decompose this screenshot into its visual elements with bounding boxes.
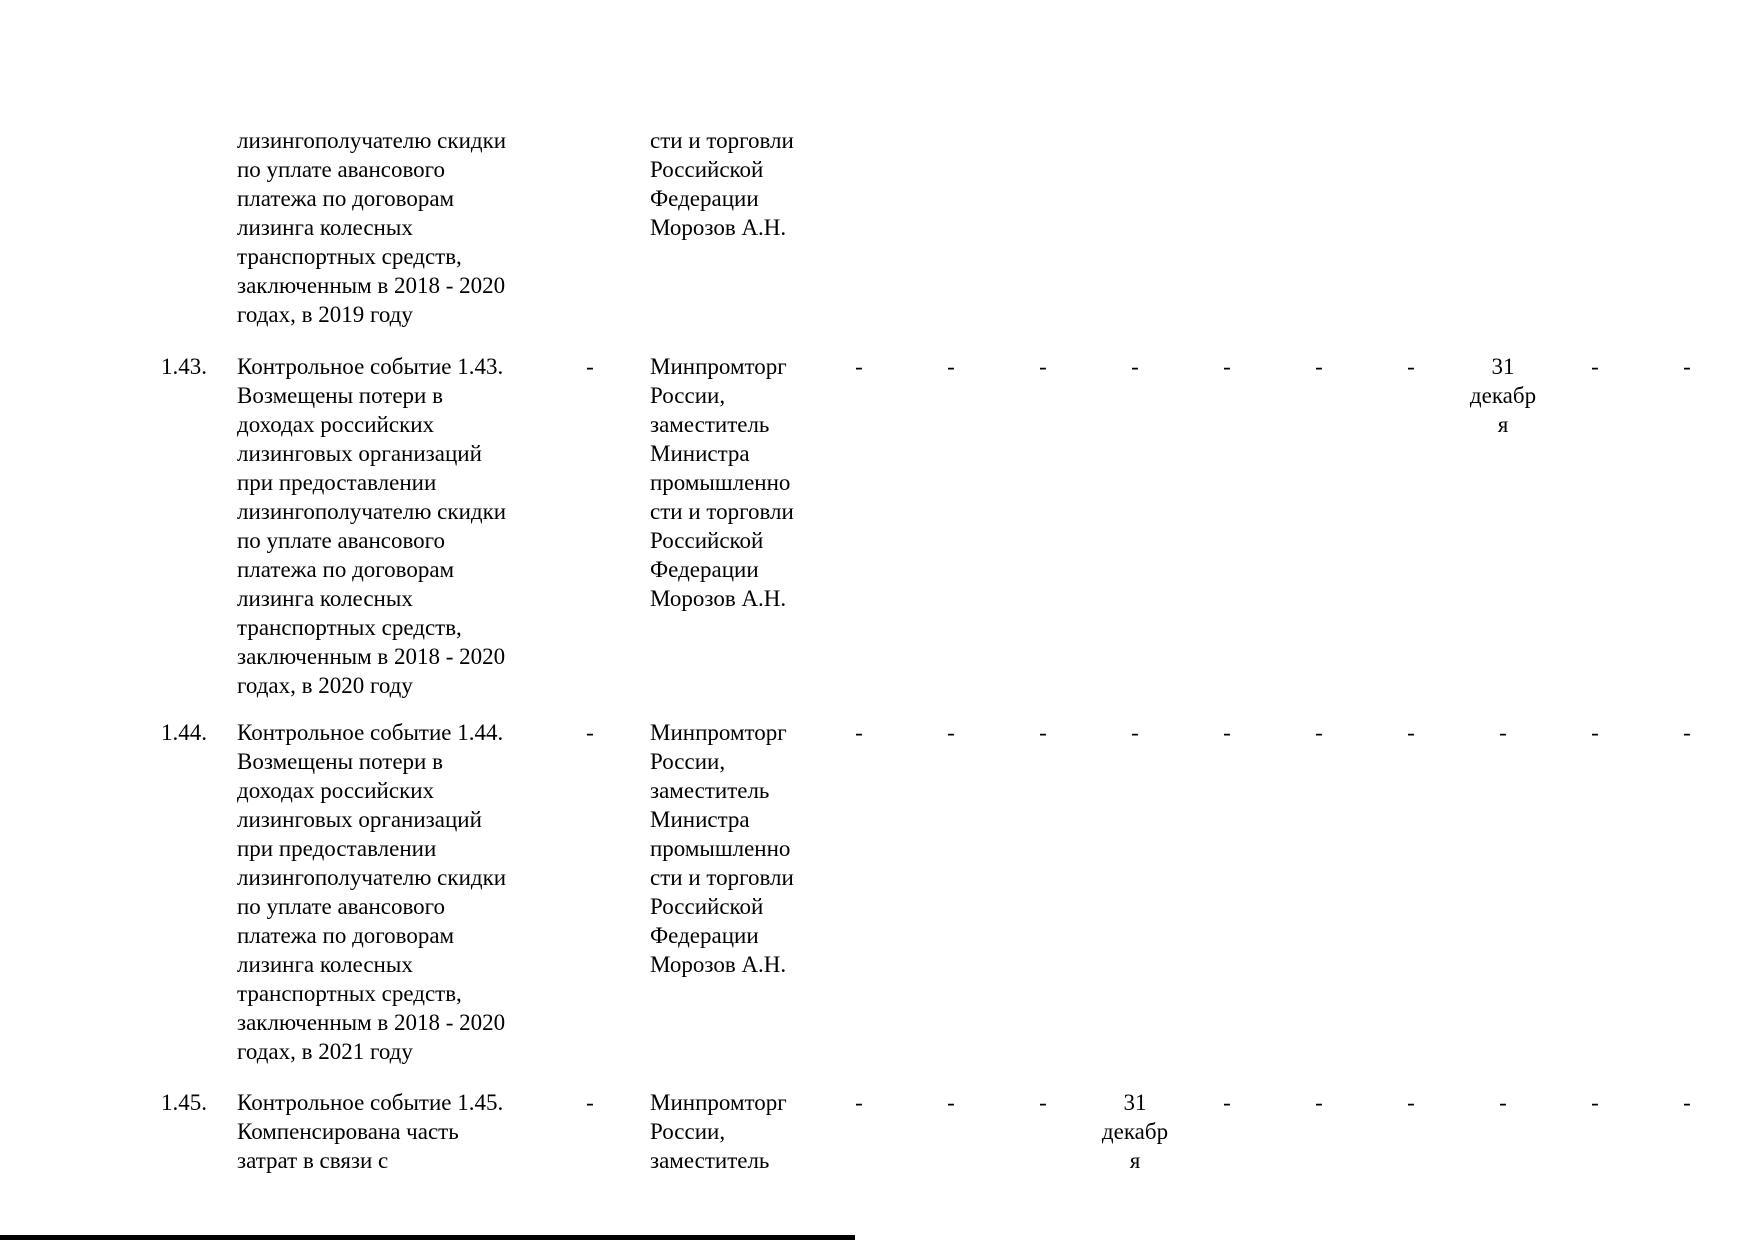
value-cell (813, 352, 905, 381)
value-cell (997, 1088, 1089, 1117)
event-line: Компенсирована часть (237, 1119, 459, 1144)
event-line: по уплате авансового (237, 528, 446, 553)
value-line: - (1223, 1090, 1231, 1115)
dash-marker-text: - (586, 720, 594, 745)
event-line: Контрольное событие 1.45. (237, 1090, 504, 1115)
value-line: 31 (1491, 354, 1515, 379)
responsible-line: сти и торговли (650, 865, 794, 890)
page-break-line (0, 1235, 855, 1240)
value-line: - (1683, 720, 1691, 745)
value-cell (1273, 718, 1365, 747)
event-line: затрат в связи с (237, 1148, 389, 1173)
value-line: - (947, 354, 955, 379)
value-cell (1365, 1088, 1457, 1117)
value-line: - (855, 720, 863, 745)
value-line: - (1039, 1090, 1047, 1115)
value-line: - (1039, 354, 1047, 379)
event-line: Возмещены потери в (237, 383, 443, 408)
responsible-line: Минпромторг (650, 1090, 787, 1115)
value-line: я (1497, 412, 1509, 437)
responsible-line: сти и торговли (650, 128, 794, 153)
value-cell (1457, 352, 1549, 439)
value-cell (813, 1088, 905, 1117)
event-line: доходах российских (237, 412, 435, 437)
value-line: - (1315, 720, 1323, 745)
value-line: - (1407, 1090, 1415, 1115)
event-text (237, 352, 553, 700)
value-line: - (1407, 720, 1415, 745)
dash-marker (556, 718, 624, 747)
responsible-text (650, 1088, 815, 1175)
responsible-line: Морозов А.Н. (650, 215, 787, 240)
event-line: лизинговых организаций (237, 441, 482, 466)
value-cell (813, 718, 905, 747)
responsible-line: Минпромторг (650, 354, 787, 379)
value-cell (905, 352, 997, 381)
value-line: - (1315, 1090, 1323, 1115)
responsible-line: Федерации (650, 186, 759, 211)
responsible-line: Министра (650, 807, 750, 832)
value-line: - (1039, 720, 1047, 745)
event-line: лизинга колесных (237, 215, 413, 240)
responsible-line: Российской (650, 528, 764, 553)
value-cell (1365, 352, 1457, 381)
value-cell (1549, 352, 1641, 381)
event-line: при предоставлении (237, 836, 437, 861)
value-line: 31 (1123, 1090, 1147, 1115)
event-text (237, 1088, 553, 1175)
row-number-text: 1.45. (161, 1090, 207, 1115)
event-line: платежа по договорам (237, 557, 455, 582)
value-line: декабр (1101, 1119, 1169, 1144)
value-line: - (1683, 354, 1691, 379)
responsible-line: промышленно (650, 836, 791, 861)
responsible-line: заместитель (650, 412, 770, 437)
responsible-line: промышленно (650, 470, 791, 495)
value-cell (1641, 1088, 1733, 1117)
value-cell (1089, 352, 1181, 381)
value-cell (1181, 1088, 1273, 1117)
responsible-text (650, 126, 815, 242)
event-line: транспортных средств, (237, 244, 462, 269)
value-line: - (1499, 1090, 1507, 1115)
value-cell (1457, 718, 1549, 747)
value-line: - (1223, 720, 1231, 745)
value-cell (905, 718, 997, 747)
responsible-line: России, (650, 749, 726, 774)
responsible-line: сти и торговли (650, 499, 794, 524)
responsible-line: Российской (650, 157, 764, 182)
event-line: годах, в 2019 году (237, 302, 413, 327)
value-cell (1549, 718, 1641, 747)
row-number (161, 718, 225, 747)
dash-marker (556, 352, 624, 381)
responsible-line: Федерации (650, 923, 759, 948)
value-cell (1365, 718, 1457, 747)
responsible-line: Министра (650, 441, 750, 466)
event-line: лизинга колесных (237, 586, 413, 611)
value-line: - (855, 1090, 863, 1115)
value-line: - (1223, 354, 1231, 379)
value-cell (1549, 1088, 1641, 1117)
value-cell (1273, 1088, 1365, 1117)
responsible-line: заместитель (650, 1148, 770, 1173)
event-line: заключенным в 2018 - 2020 (237, 644, 506, 669)
value-line: - (947, 1090, 955, 1115)
event-line: по уплате авансового (237, 157, 446, 182)
value-cell (1641, 718, 1733, 747)
responsible-text (650, 352, 815, 613)
event-text (237, 718, 553, 1066)
event-line: лизинга колесных (237, 952, 413, 977)
event-line: транспортных средств, (237, 981, 462, 1006)
dash-marker (556, 1088, 624, 1117)
value-line: - (1591, 1090, 1599, 1115)
row-number-text: 1.43. (161, 354, 207, 379)
event-line: при предоставлении (237, 470, 437, 495)
dash-marker-text: - (586, 1090, 594, 1115)
event-line: годах, в 2021 году (237, 1039, 413, 1064)
responsible-line: России, (650, 1119, 726, 1144)
event-line: платежа по договорам (237, 186, 455, 211)
responsible-text (650, 718, 815, 979)
event-line: лизингополучателю скидки (237, 128, 507, 153)
responsible-line: Минпромторг (650, 720, 787, 745)
value-cell (1181, 718, 1273, 747)
value-line: - (1591, 720, 1599, 745)
value-cell (1457, 1088, 1549, 1117)
value-line: я (1129, 1148, 1141, 1173)
event-line: Контрольное событие 1.44. (237, 720, 504, 745)
responsible-line: Морозов А.Н. (650, 952, 787, 977)
event-line: Возмещены потери в (237, 749, 443, 774)
value-line: - (1131, 720, 1139, 745)
event-line: транспортных средств, (237, 615, 462, 640)
event-text (237, 126, 553, 329)
value-line: - (1315, 354, 1323, 379)
value-line: - (1499, 720, 1507, 745)
value-cell (1641, 352, 1733, 381)
value-line: - (855, 354, 863, 379)
value-cell (1273, 352, 1365, 381)
event-line: лизингополучателю скидки (237, 865, 507, 890)
row-number (161, 352, 225, 381)
row-number (161, 1088, 225, 1117)
value-line: - (1683, 1090, 1691, 1115)
value-line: - (1407, 354, 1415, 379)
event-line: заключенным в 2018 - 2020 (237, 273, 506, 298)
dash-marker-text: - (586, 354, 594, 379)
value-line: - (947, 720, 955, 745)
event-line: Контрольное событие 1.43. (237, 354, 504, 379)
responsible-line: заместитель (650, 778, 770, 803)
responsible-line: Федерации (650, 557, 759, 582)
responsible-line: России, (650, 383, 726, 408)
value-cell (905, 1088, 997, 1117)
responsible-line: Российской (650, 894, 764, 919)
event-line: по уплате авансового (237, 894, 446, 919)
event-line: годах, в 2020 году (237, 673, 413, 698)
value-cell (1181, 352, 1273, 381)
event-line: заключенным в 2018 - 2020 (237, 1010, 506, 1035)
event-line: платежа по договорам (237, 923, 455, 948)
event-line: лизинговых организаций (237, 807, 482, 832)
row-number-text: 1.44. (161, 720, 207, 745)
event-line: доходах российских (237, 778, 435, 803)
value-line: - (1591, 354, 1599, 379)
value-cell (997, 352, 1089, 381)
value-cell (1089, 718, 1181, 747)
value-line: - (1131, 354, 1139, 379)
value-line: декабр (1469, 383, 1537, 408)
responsible-line: Морозов А.Н. (650, 586, 787, 611)
value-cell (1089, 1088, 1181, 1175)
value-cell (997, 718, 1089, 747)
event-line: лизингополучателю скидки (237, 499, 507, 524)
